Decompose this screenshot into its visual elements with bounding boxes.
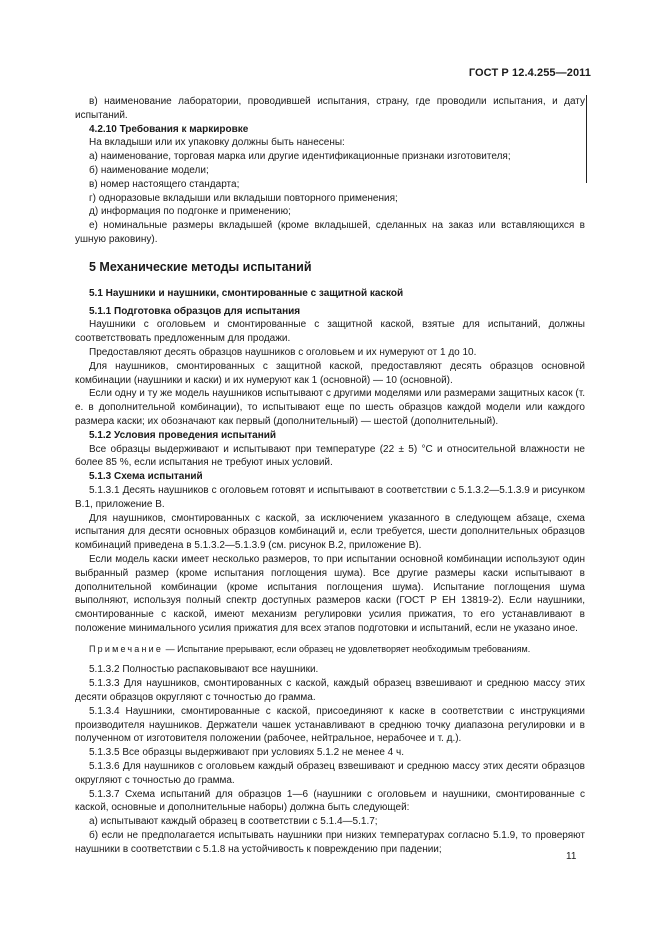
list-item: б) если не предполагается испытывать наушники при низких температурах согласно 5.1.9, то проверяют наушники в соответствии с 5.1.8 на устойчивость к повреждению при падении;: [75, 830, 585, 855]
paragraph: Все образцы выдерживают и испытывают при температуре (22 ± 5) °С и относительной влажности не более 85 %, если испытания не требуют иных условий.: [75, 443, 585, 469]
paragraph: 5.1.3.1 Десять наушников с оголовьем готовят и испытывают в соответствии с 5.1.3.2—5.1.3.9 и рисунком В.1, приложение В.: [75, 484, 585, 510]
subsection-heading-5-1-2: 5.1.2 Условия проведения испытаний: [89, 429, 277, 441]
section-heading-5: 5 Механические методы испытаний: [89, 259, 312, 274]
paragraph: 5.1.3.4 Наушники, смонтированные с каской, присоединяют к каске в соответствии с инструкциями производителя наушников. Держатели чашек устанавливают в среднюю точку диапазона регулировки и в полученном от изготовителя положении (рабочее, нейтральное, нерабочее и т. д.).: [75, 705, 585, 745]
paragraph: 5.1.3.3 Для наушников, смонтированных с каской, каждый образец взвешивают и среднюю массу этих десяти образцов округляют с точностью до грамма.: [75, 678, 585, 704]
change-bar: [586, 95, 587, 183]
page-content: [75, 95, 585, 857]
list-item: а) наименование, торговая марка или другие идентификационные признаки изготовителя;: [89, 151, 511, 163]
paragraph: Для наушников, смонтированных с каской, за исключением указанного в следующем абзаце, схема испытания для десяти основных образцов комбинаций и, если требуется, шести дополнительных образцов комбинаций приведена в 5.1.3.2—5.1.3.9 (см. рисунок В.2, приложение В).: [75, 512, 585, 552]
list-item: в) номер настоящего стандарта;: [89, 178, 240, 190]
paragraph: Для наушников, смонтированных с защитной каской, предоставляют десять образцов основной комбинации (наушники и каски) и их нумеруют как 1 (основной) — 10 (основной).: [75, 360, 585, 386]
subsection-heading-5-1: 5.1 Наушники и наушники, смонтированные с защитной каской: [89, 287, 404, 299]
note-text: — Испытание прерывают, если образец не удовлетворяет необходимым требованиям.: [165, 643, 531, 654]
paragraph: 5.1.3.6 Для наушников с оголовьем каждый образец взвешивают и среднюю массу этих десяти образцов округляют с точностью до грамма.: [75, 761, 585, 786]
list-item: е) номинальные размеры вкладышей (кроме вкладышей, сделанных на заказ или вставляющихся в ушную раковину).: [75, 220, 585, 245]
note: [89, 643, 585, 657]
subsection-heading-4-2-10: 4.2.10 Требования к маркировке: [89, 123, 249, 135]
list-item: а) испытывают каждый образец в соответствии с 5.1.4—5.1.7;: [89, 816, 378, 828]
paragraph: 5.1.3.2 Полностью распаковывают все наушники.: [89, 664, 319, 676]
page-number: 11: [566, 851, 577, 862]
paragraph: Если одну и ту же модель наушников испытывают с другими моделями или размерами защитных касок (т. е. в дополнительной комбинации), то испытывают еще по шесть образцов каждой модели или каждого размера каски; их обозначают как первый (дополнительный) — шестой (дополнительный).: [75, 388, 585, 427]
paragraph: Если модель каски имеет несколько размеров, то при испытании основной комбинации используют один выбранный размер (кроме испытания поглощения шума). Все другие размеры каски испытывают в дополнительной комбинации (кроме испытания поглощения шума). Испытание поглощения шума выполняют, используя полный спектр доступных размеров каски (ГОСТ Р ЕН 13819-2). Если наушники, смонтированные с каской, имеют механизм регулировки усилия прижатия, то его устанавливают в положение минимального усилия прижатия для всех этапов подготовки и испытаний, если не указано иное.: [75, 553, 585, 634]
paragraph: 5.1.3.5 Все образцы выдерживают при условиях 5.1.2 не менее 4 ч.: [89, 747, 404, 759]
paragraph: в) наименование лаборатории, проводившей испытания, страну, где проводили испытания, и дату испытаний.: [75, 96, 585, 121]
document-header: ГОСТ Р 12.4.255—2011: [468, 67, 591, 79]
list-item: г) одноразовые вкладыши или вкладыши повторного применения;: [89, 192, 398, 204]
paragraph: На вкладыши или их упаковку должны быть нанесены:: [89, 137, 345, 149]
paragraph: Наушники с оголовьем и смонтированные с защитной каской, взятые для испытаний, должны соответствовать предложенным для продажи.: [75, 319, 585, 345]
list-item: д) информация по подгонке и применению;: [89, 206, 291, 218]
subsection-heading-5-1-1: 5.1.1 Подготовка образцов для испытания: [89, 305, 301, 317]
paragraph: Предоставляют десять образцов наушников с оголовьем и их нумеруют от 1 до 10.: [89, 346, 477, 358]
note-label: Примечание: [89, 643, 164, 654]
paragraph: 5.1.3.7 Схема испытаний для образцов 1—6 (наушники с оголовьем и наушники, смонтированные с каской, основные и дополнительные наборы) должна быть следующей:: [75, 788, 585, 814]
list-item: б) наименование модели;: [89, 164, 209, 176]
subsection-heading-5-1-3: 5.1.3 Схема испытаний: [89, 471, 203, 483]
